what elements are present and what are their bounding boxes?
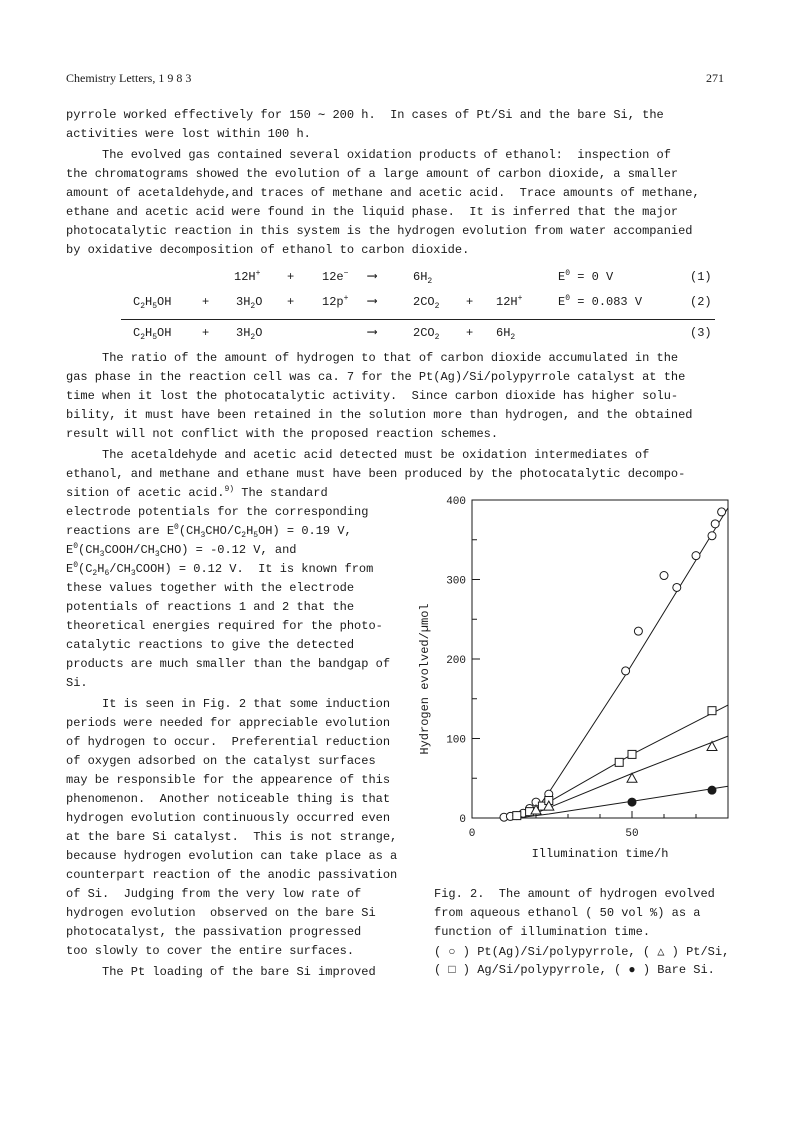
- eq3-plus-2: +: [466, 326, 474, 340]
- left-col-line-8: theoretical energies required for the photo-: [66, 619, 383, 633]
- figure-caption-legend-1: ( ○ ) Pt(Ag)/Si/polypyrrole, ( △ ) Pt/Si,: [434, 945, 730, 959]
- figure-2-chart: [410, 480, 790, 880]
- y-axis-label: Hydrogen evolved/µmol: [418, 603, 432, 755]
- left-col-line-7: potentials of reactions 1 and 2 that the: [66, 600, 355, 614]
- equation-1: [0, 270, 793, 288]
- left-col-line-22: of Si. Judging from the very low rate of: [66, 887, 362, 901]
- para3-line-1: The ratio of the amount of hydrogen to that of carbon dioxide accumulated in the: [66, 351, 679, 365]
- eq1-number: (1): [690, 270, 712, 284]
- para2-line-6: by oxidative decomposition of ethanol to carbon dioxide.: [66, 243, 470, 257]
- eq1-arrow: ⟶: [368, 269, 377, 285]
- left-col-line-23: hydrogen evolution observed on the bare Si: [66, 906, 376, 920]
- equation-2: [0, 295, 793, 313]
- eq3-arrow: ⟶: [368, 325, 377, 341]
- eq3-hydrogen: $6H_2$: [496, 326, 516, 342]
- point-open-square: [615, 758, 623, 766]
- y-tick-label: 300: [446, 575, 466, 588]
- eq2-water: $3H_2O$: [236, 295, 263, 311]
- para3-line-5: result will not conflict with the proposed reaction schemes.: [66, 427, 499, 441]
- left-col-line-6: these values together with the electrode: [66, 581, 355, 595]
- point-open-circle: [622, 667, 630, 675]
- eq1-product: $6H_2$: [413, 270, 433, 286]
- para2-line-2: the chromatograms showed the evolution of a large amount of carbon dioxide, a smaller: [66, 167, 679, 181]
- eq2-co2: $2CO_2$: [413, 295, 440, 311]
- figure-caption-line-1: Fig. 2. The amount of hydrogen evolved: [434, 887, 715, 901]
- para2-line-3: amount of acetaldehyde,and traces of methane and acetic acid. Trace amounts of methane,: [66, 186, 700, 200]
- left-col-line-1: sition of acetic acid.$^{9)}$ The standard: [66, 485, 328, 500]
- point-filled-circle: [628, 798, 636, 806]
- point-open-circle: [718, 508, 726, 516]
- journal-header: Chemistry Letters, 1 9 8 3: [66, 71, 192, 85]
- eq2-protons: 12H+: [496, 294, 523, 309]
- eq2-plus-1: +: [202, 295, 210, 309]
- left-col-line-2: electrode potentials for the corresponding: [66, 505, 369, 519]
- x-tick-label: 50: [625, 828, 639, 840]
- point-open-circle: [634, 627, 642, 635]
- left-col-line-24: photocatalyst, the passivation progressed: [66, 925, 362, 939]
- eq3-co2: $2CO_2$: [413, 326, 440, 342]
- intro-line-2: activities were lost within 100 h.: [66, 127, 311, 141]
- para4-line-2: ethanol, and methane and ethane must have been produced by the photocatalytic decompo-: [66, 467, 686, 481]
- point-open-square: [513, 812, 521, 820]
- eq1-potential: $E^0 = 0$ V: [558, 269, 614, 284]
- equation-rule: [121, 319, 715, 320]
- y-tick-label: 100: [446, 734, 466, 747]
- figure-caption-line-3: function of illumination time.: [434, 925, 651, 939]
- left-col-line-14: of hydrogen to occur. Preferential reduction: [66, 735, 391, 749]
- reference-9: 9): [224, 485, 235, 494]
- left-col-line-26: The Pt loading of the bare Si improved: [66, 965, 376, 979]
- para2-line-5: photocatalytic reaction in this system is the hydrogen evolution from water accompanied: [66, 224, 693, 238]
- eq2-ethanol: $C_2H_5OH$: [133, 295, 172, 311]
- x-tick-label: 0: [468, 828, 476, 840]
- point-open-square: [708, 707, 716, 715]
- left-col-line-15: of oxygen adsorbed on the catalyst surfaces: [66, 754, 376, 768]
- eq3-plus-1: +: [202, 326, 210, 340]
- eq2-arrow: ⟶: [368, 294, 377, 310]
- left-col-line-9: catalytic reactions to give the detected: [66, 638, 355, 652]
- left-col-line-11: Si.: [66, 676, 88, 690]
- plot-frame: [472, 500, 728, 818]
- eq3-water: $3H_2O$: [236, 326, 263, 342]
- eq1-reactant-1: 12H+: [234, 269, 261, 284]
- left-col-line-12: It is seen in Fig. 2 that some induction: [66, 697, 391, 711]
- point-filled-circle: [708, 786, 716, 794]
- eq2-plus-2: +: [287, 295, 295, 309]
- eq3-number: (3): [690, 326, 712, 340]
- left-col-line-19: at the bare Si catalyst. This is not strange,: [66, 830, 398, 844]
- para4-line-1: The acetaldehyde and acetic acid detected must be oxidation intermediates of: [66, 448, 650, 462]
- left-col-line-21: counterpart reaction of the anodic passivation: [66, 868, 398, 882]
- point-open-square: [628, 750, 636, 758]
- y-tick-label: 0: [459, 814, 466, 826]
- para3-line-2: gas phase in the reaction cell was ca. 7 for the Pt(Ag)/Si/polypyrrole catalyst at the: [66, 370, 686, 384]
- figure-caption-line-2: from aqueous ethanol ( 50 vol %) as a: [434, 906, 701, 920]
- eq2-number: (2): [690, 295, 712, 309]
- eq3-ethanol: $C_2H_5OH$: [133, 326, 172, 342]
- y-tick-label: 400: [446, 496, 466, 508]
- eq1-plus: +: [287, 270, 295, 284]
- point-open-circle: [660, 572, 668, 580]
- point-open-circle: [692, 552, 700, 560]
- para2-line-1: The evolved gas contained several oxidation products of ethanol: inspection of: [66, 148, 671, 162]
- para3-line-4: bility, it must have been retained in the solution more than hydrogen, and the obtained: [66, 408, 693, 422]
- left-col-line-5: $E^0(C_2H_6/CH_3COOH) = 0.12$ V. It is known from: [66, 561, 374, 578]
- left-col-line-18: hydrogen evolution continuously occurred even: [66, 811, 391, 825]
- left-col-line-13: periods were needed for appreciable evolution: [66, 716, 391, 730]
- eq2-holes: 12p+: [322, 294, 349, 309]
- point-open-triangle: [707, 741, 717, 750]
- eq2-potential: $E^0 = 0.083$ V: [558, 294, 643, 309]
- page-number: 271: [706, 71, 724, 85]
- point-open-circle: [711, 520, 719, 528]
- x-axis-label: Illumination time/h: [531, 847, 669, 861]
- left-col-line-4: $E^0(CH_3COOH/CH_3CHO) = -0.12$ V, and: [66, 542, 297, 559]
- para2-line-4: ethane and acetic acid were found in the liquid phase. It is inferred that the major: [66, 205, 679, 219]
- para3-line-3: time when it lost the photocatalytic activity. Since carbon dioxide has higher solu-: [66, 389, 679, 403]
- left-col-line-10: products are much smaller than the bandgap of: [66, 657, 391, 671]
- left-col-line-16: may be responsible for the appearence of this: [66, 773, 391, 787]
- intro-line-1: pyrrole worked effectively for 150 ∼ 200 h. In cases of Pt/Si and the bare Si, the: [66, 108, 664, 122]
- eq1-reactant-2: 12e−: [322, 269, 349, 284]
- equation-3: [0, 326, 793, 344]
- eq2-plus-3: +: [466, 295, 474, 309]
- y-tick-label: 200: [446, 655, 466, 667]
- point-open-circle: [708, 532, 716, 540]
- left-col-line-20: because hydrogen evolution can take place as a: [66, 849, 398, 863]
- figure-caption-legend-2: ( □ ) Ag/Si/polypyrrole, ( ● ) Bare Si.: [434, 963, 715, 977]
- left-col-line-25: too slowly to cover the entire surfaces.: [66, 944, 355, 958]
- left-col-line-17: phenomenon. Another noticeable thing is that: [66, 792, 391, 806]
- left-col-line-3: reactions are $E^0(CH_3CHO/C_2H_5OH) = 0.19$ V,: [66, 523, 352, 540]
- point-open-circle: [673, 583, 681, 591]
